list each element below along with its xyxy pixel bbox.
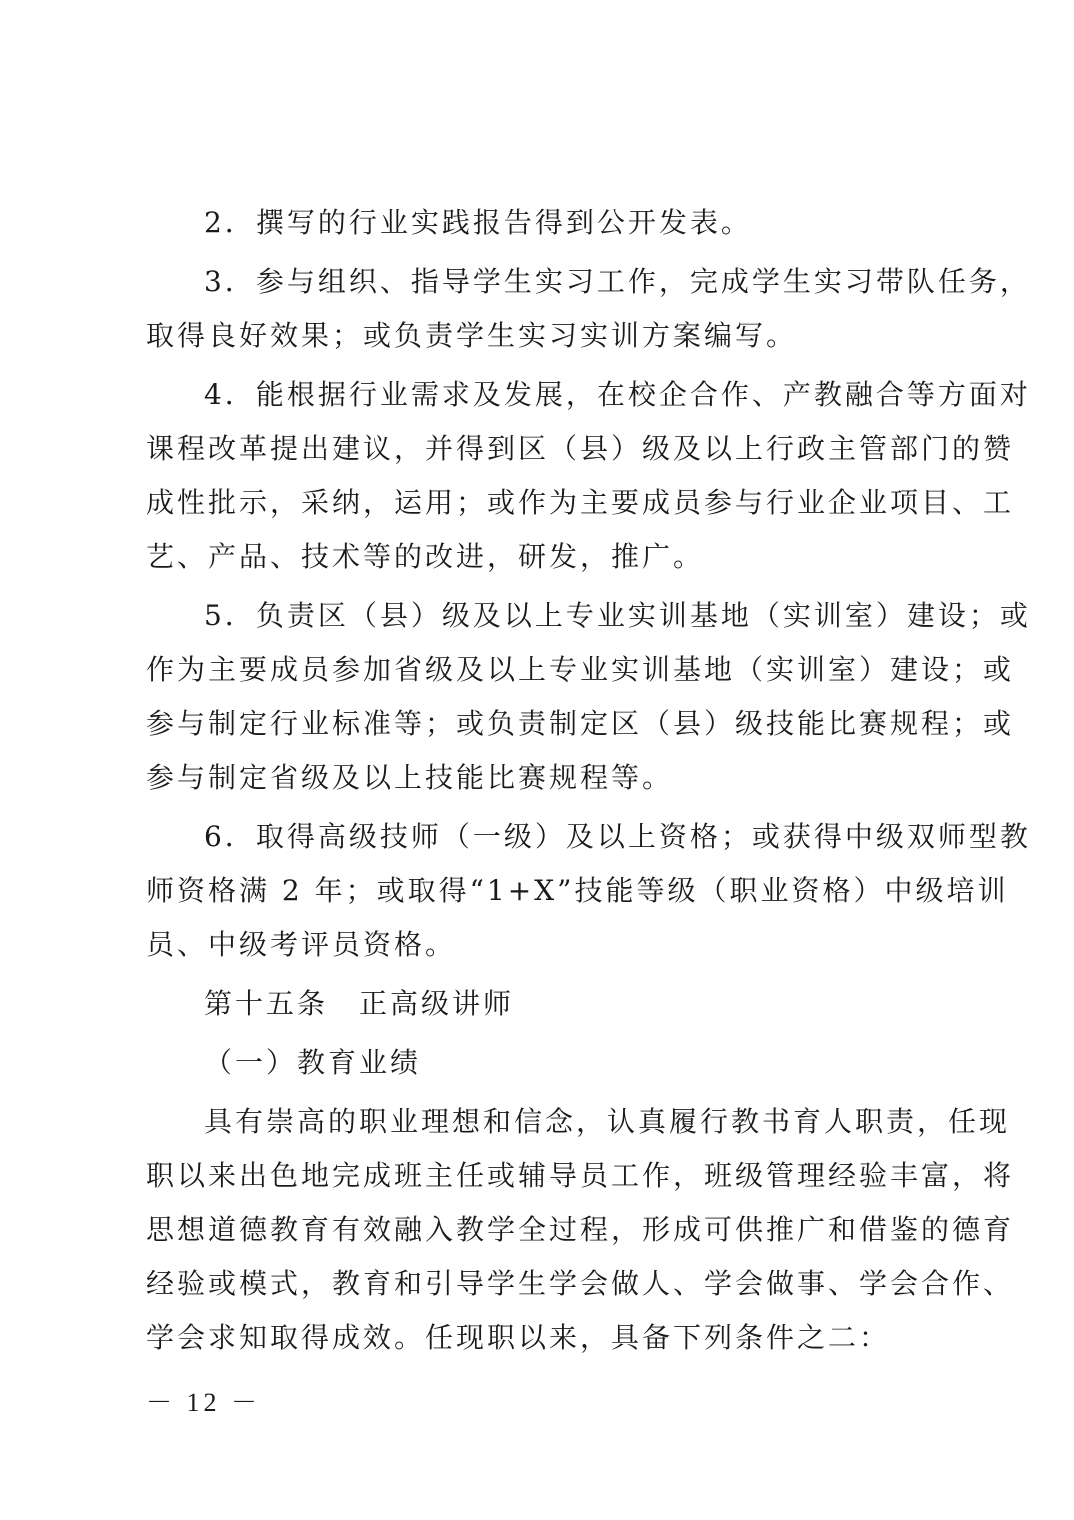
paragraph-line: 4．能根据行业需求及发展，在校企合作、产教融合等方面对 <box>204 378 1031 411</box>
paragraph-line: 6．取得高级技师（一级）及以上资格；或获得中级双师型教 <box>204 820 1031 853</box>
article-heading: 第十五条 正高级讲师 <box>204 987 515 1020</box>
paragraph-line: 3．参与组织、指导学生实习工作，完成学生实习带队任务， <box>204 265 1031 298</box>
paragraph-item-4 <box>146 368 1031 584</box>
paragraph-line: 课程改革提出建议，并得到区（县）级及以上行政主管部门的赞 <box>146 432 1015 465</box>
paragraph-line: 成性批示，采纳，运用；或作为主要成员参与行业企业项目、工 <box>146 486 1015 519</box>
section-heading: （一）教育业绩 <box>204 1046 422 1079</box>
paragraph-line: 经验或模式，教育和引导学生学会做人、学会做事、学会合作、 <box>146 1267 1015 1300</box>
paragraph-item-6 <box>146 810 1031 972</box>
paragraph-line: 员、中级考评员资格。 <box>146 928 457 961</box>
paragraph-line: 参与制定省级及以上技能比赛规程等。 <box>146 761 674 794</box>
page-number: － 12 － <box>146 1388 262 1417</box>
paragraph-item-2 <box>146 196 944 250</box>
final-paragraph <box>146 1095 1015 1365</box>
paragraph-line: 取得良好效果；或负责学生实习实训方案编写。 <box>146 319 798 352</box>
paragraph-line: 职以来出色地完成班主任或辅导员工作，班级管理经验丰富，将 <box>146 1159 1015 1192</box>
paragraph-line: 5．负责区（县）级及以上专业实训基地（实训室）建设；或 <box>204 599 1031 632</box>
paragraph-line: 师资格满 2 年；或取得“1+X”技能等级（职业资格）中级培训 <box>146 874 1009 907</box>
paragraph-line: 艺、产品、技术等的改进，研发，推广。 <box>146 540 705 573</box>
paragraph-item-3 <box>146 255 1031 363</box>
paragraph-line: 学会求知取得成效。任现职以来，具备下列条件之二： <box>146 1321 891 1354</box>
document-body <box>146 196 1031 1370</box>
paragraph-line: 具有崇高的职业理想和信念，认真履行教书育人职责，任现 <box>204 1105 1011 1138</box>
paragraph-line: 2．撰写的行业实践报告得到公开发表。 <box>204 206 752 239</box>
paragraph-line: 参与制定行业标准等；或负责制定区（县）级技能比赛规程；或 <box>146 707 1015 740</box>
paragraph-item-5 <box>146 589 1031 805</box>
paragraph-line: 思想道德教育有效融入教学全过程，形成可供推广和借鉴的德育 <box>146 1213 1015 1246</box>
paragraph-line: 作为主要成员参加省级及以上专业实训基地（实训室）建设；或 <box>146 653 1015 686</box>
